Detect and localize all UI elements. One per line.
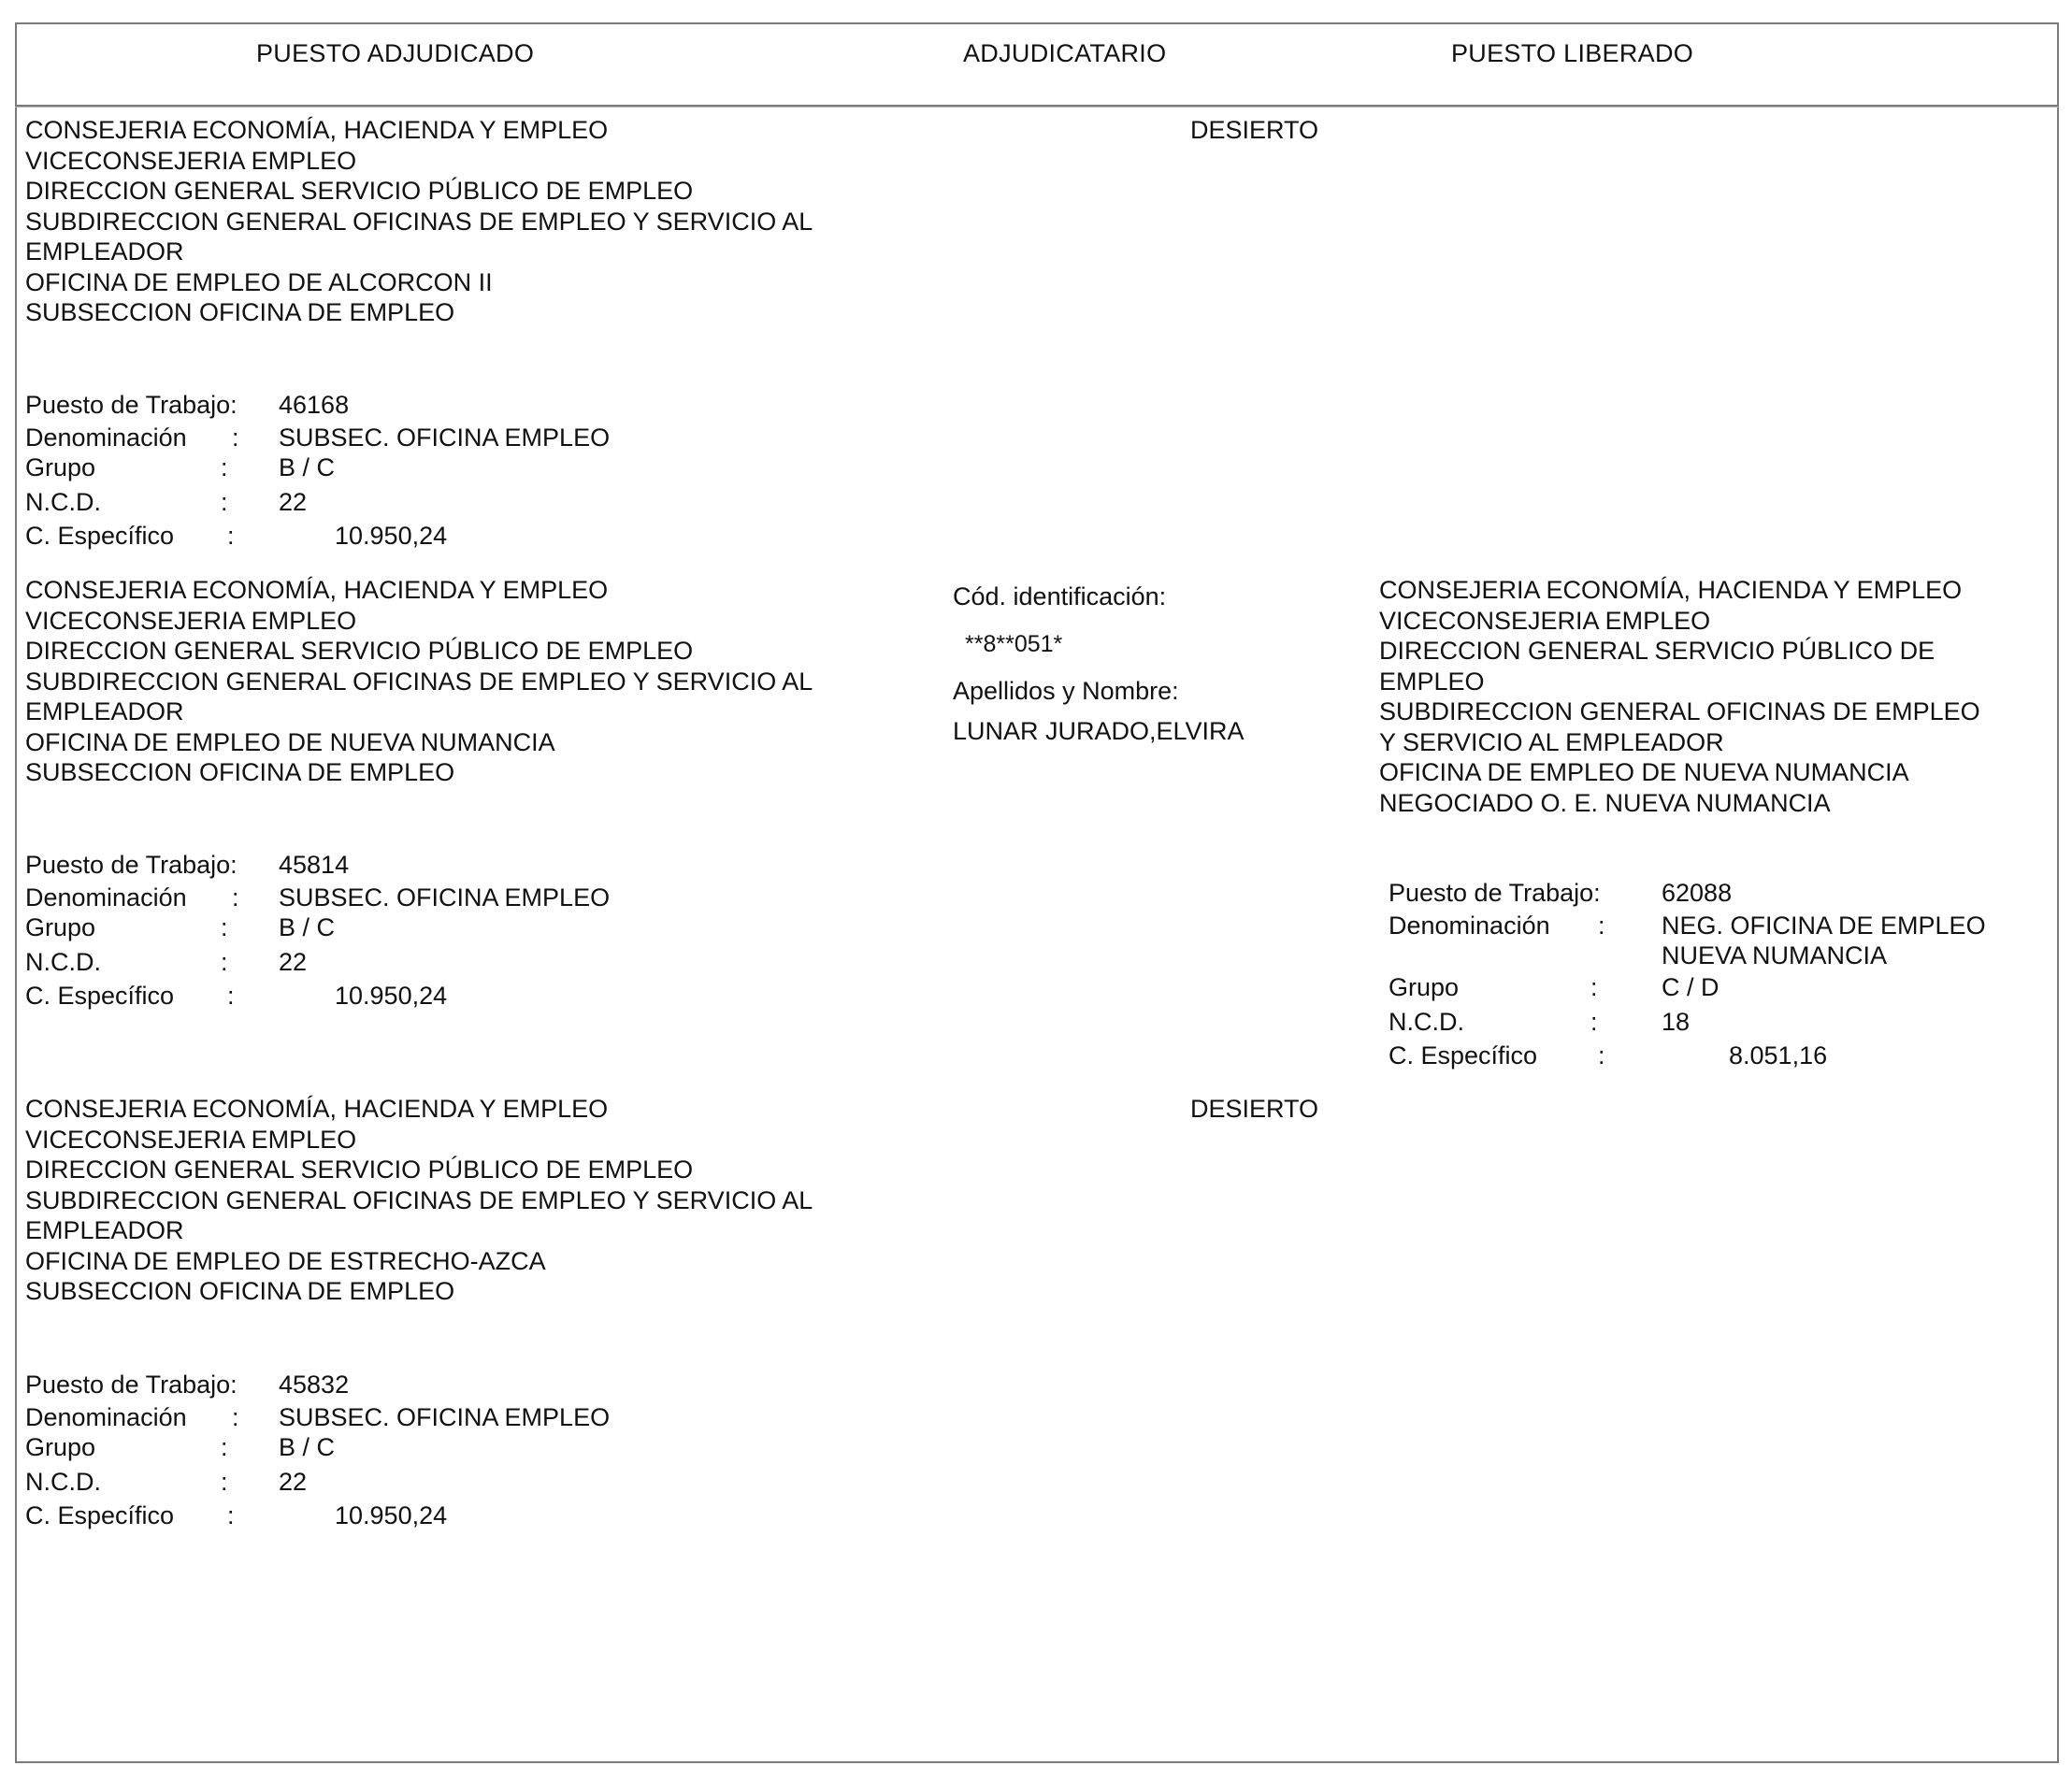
org-line: VICECONSEJERIA EMPLEO (25, 1125, 357, 1154)
org-line: EMPLEADOR (25, 697, 184, 725)
field-value: C / D (1662, 973, 1719, 1001)
org-line: SUBSECCION OFICINA DE EMPLEO (25, 298, 455, 326)
field-label: N.C.D. (25, 1468, 101, 1496)
field-value: 8.051,16 (1729, 1041, 1828, 1069)
entry-3-status: DESIERTO (1190, 1095, 1319, 1123)
field-value: 45814 (279, 851, 350, 879)
field-value: 22 (279, 948, 308, 976)
field-label: Denominación (25, 423, 187, 452)
field-colon: : (221, 948, 228, 976)
org-line: CONSEJERIA ECONOMÍA, HACIENDA Y EMPLEO (25, 576, 609, 604)
field-label: Grupo (25, 1433, 96, 1461)
field-value: NEG. OFICINA DE EMPLEO (1662, 912, 1986, 940)
field-value: 18 (1662, 1008, 1691, 1036)
field-label: N.C.D. (1389, 1008, 1464, 1036)
field-label: Puesto de Trabajo: (25, 851, 237, 879)
field-colon: : (232, 883, 239, 912)
org-line: CONSEJERIA ECONOMÍA, HACIENDA Y EMPLEO (1379, 576, 1963, 604)
field-label: Denominación (25, 1403, 187, 1431)
org-line: DIRECCION GENERAL SERVICIO PÚBLICO DE (1379, 637, 1935, 665)
org-line: EMPLEADOR (25, 1216, 184, 1244)
field-label: C. Específico (25, 982, 175, 1010)
org-line: OFICINA DE EMPLEO DE NUEVA NUMANCIA (25, 727, 555, 756)
org-line: VICECONSEJERIA EMPLEO (1379, 606, 1711, 635)
field-label: Puesto de Trabajo: (25, 391, 237, 419)
field-colon: : (1598, 912, 1605, 940)
org-line: SUBSECCION OFICINA DE EMPLEO (25, 1277, 455, 1305)
field-colon: : (1590, 1008, 1598, 1036)
org-line: EMPLEO (1379, 667, 1485, 696)
field-label: C. Específico (25, 1501, 175, 1529)
field-value: 46168 (279, 391, 350, 419)
field-colon: : (221, 913, 228, 941)
field-label: Grupo (1389, 973, 1460, 1001)
adjudicatario-cod-label: Cód. identificación: (953, 582, 1167, 610)
liberado-organization (1379, 575, 1980, 818)
adjudicatario-cod-value: **8**051* (965, 631, 1063, 657)
field-value: 45832 (279, 1371, 350, 1399)
field-colon: : (1590, 973, 1598, 1001)
field-value: B / C (279, 913, 336, 941)
org-line: SUBDIRECCION GENERAL OFICINAS DE EMPLEO (1379, 697, 1980, 725)
org-line: VICECONSEJERIA EMPLEO (25, 606, 357, 635)
field-value: B / C (279, 453, 336, 481)
org-line: OFICINA DE EMPLEO DE NUEVA NUMANCIA (1379, 758, 1909, 786)
field-value: 22 (279, 1468, 308, 1496)
field-colon: : (227, 1501, 235, 1529)
field-value: 10.950,24 (335, 982, 448, 1010)
org-line: DIRECCION GENERAL SERVICIO PÚBLICO DE EMPLEO (25, 637, 694, 665)
header-puesto-liberado: PUESTO LIBERADO (1451, 39, 1694, 67)
field-colon: : (221, 488, 228, 516)
field-value: SUBSEC. OFICINA EMPLEO (279, 883, 611, 912)
org-line: SUBDIRECCION GENERAL OFICINAS DE EMPLEO Y SERVICIO AL (25, 1185, 813, 1214)
org-line: SUBDIRECCION GENERAL OFICINAS DE EMPLEO Y SERVICIO AL (25, 207, 813, 236)
org-line: Y SERVICIO AL EMPLEADOR (1379, 727, 1724, 756)
entry-2-organization (25, 575, 813, 788)
header-adjudicatario: ADJUDICATARIO (963, 39, 1167, 67)
field-label: Denominación (1389, 912, 1550, 940)
field-value: 10.950,24 (335, 522, 448, 550)
field-value: B / C (279, 1433, 336, 1461)
field-colon: : (1598, 1041, 1605, 1069)
org-line: CONSEJERIA ECONOMÍA, HACIENDA Y EMPLEO (25, 116, 609, 144)
field-value: 62088 (1662, 879, 1733, 907)
org-line: OFICINA DE EMPLEO DE ALCORCON II (25, 267, 493, 296)
org-line: OFICINA DE EMPLEO DE ESTRECHO-AZCA (25, 1246, 546, 1275)
field-value: NUEVA NUMANCIA (1662, 941, 1888, 969)
field-colon: : (221, 1433, 228, 1461)
field-label: N.C.D. (25, 948, 101, 976)
org-line: VICECONSEJERIA EMPLEO (25, 146, 357, 175)
org-line: DIRECCION GENERAL SERVICIO PÚBLICO DE EMPLEO (25, 177, 694, 205)
field-label: Denominación (25, 883, 187, 912)
field-colon: : (221, 1468, 228, 1496)
field-label: C. Específico (1389, 1041, 1538, 1069)
org-line: CONSEJERIA ECONOMÍA, HACIENDA Y EMPLEO (25, 1095, 609, 1123)
org-line: SUBSECCION OFICINA DE EMPLEO (25, 758, 455, 786)
org-line: SUBDIRECCION GENERAL OFICINAS DE EMPLEO Y SERVICIO AL (25, 667, 813, 696)
field-value: 10.950,24 (335, 1501, 448, 1529)
field-label: N.C.D. (25, 488, 101, 516)
field-colon: : (232, 1403, 239, 1431)
header-separator (15, 105, 2059, 108)
field-value: 22 (279, 488, 308, 516)
field-colon: : (232, 423, 239, 452)
org-line: DIRECCION GENERAL SERVICIO PÚBLICO DE EMPLEO (25, 1156, 694, 1184)
adjudicatario-nombre-value: LUNAR JURADO,ELVIRA (953, 717, 1245, 745)
org-line: EMPLEADOR (25, 237, 184, 266)
entry-1-status: DESIERTO (1190, 116, 1319, 144)
field-label: Puesto de Trabajo: (1389, 879, 1601, 907)
field-label: Grupo (25, 913, 96, 941)
field-colon: : (227, 522, 235, 550)
header-puesto-adjudicado: PUESTO ADJUDICADO (256, 39, 535, 67)
entry-3-organization (25, 1094, 813, 1307)
adjudicatario-nombre-label: Apellidos y Nombre: (953, 677, 1179, 705)
field-colon: : (221, 453, 228, 481)
field-colon: : (227, 982, 235, 1010)
field-value: SUBSEC. OFICINA EMPLEO (279, 1403, 611, 1431)
field-label: C. Específico (25, 522, 175, 550)
field-label: Grupo (25, 453, 96, 481)
field-value: SUBSEC. OFICINA EMPLEO (279, 423, 611, 452)
field-label: Puesto de Trabajo: (25, 1371, 237, 1399)
entry-1-organization (25, 115, 813, 328)
org-line: NEGOCIADO O. E. NUEVA NUMANCIA (1379, 788, 1831, 817)
